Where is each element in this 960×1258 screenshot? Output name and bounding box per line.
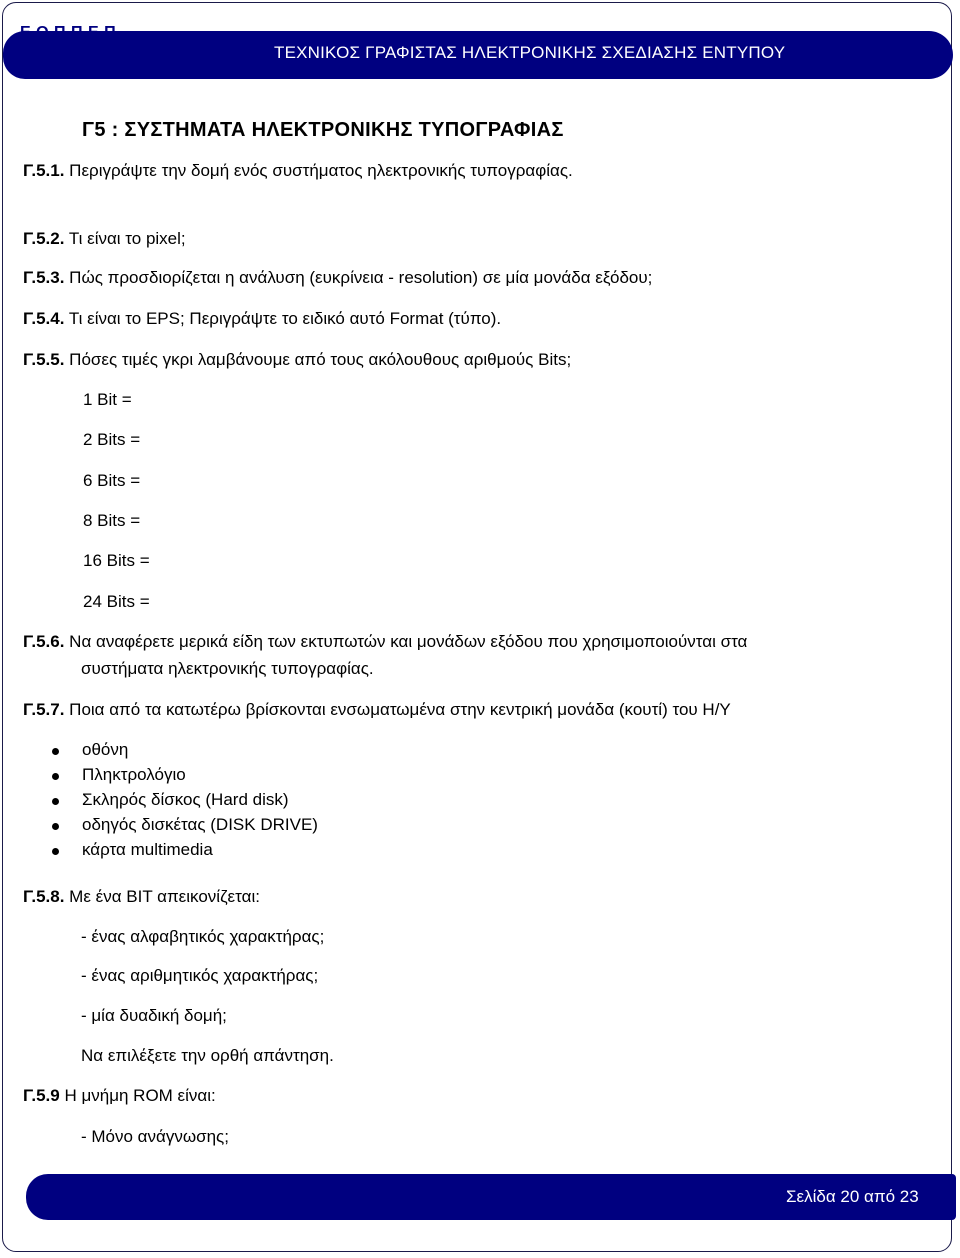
bullet-icon xyxy=(52,748,59,755)
question-text: Πώς προσδιορίζεται η ανάλυση (ευκρίνεια - resolution) σε μία μονάδα εξόδου; xyxy=(69,268,653,287)
list-item-text: Πληκτρολόγιο xyxy=(82,765,186,784)
question-6-continuation: συστήματα ηλεκτρονικής τυπογραφίας. xyxy=(81,659,374,678)
bullet-icon xyxy=(52,848,59,855)
question-number: Γ.5.6. xyxy=(23,632,65,651)
question-8 xyxy=(23,887,260,907)
question-text: Με ένα BIT απεικονίζεται: xyxy=(69,887,260,906)
header-title: ΤΕΧΝΙΚΟΣ ΓΡΑΦΙΣΤΑΣ ΗΛΕΚΤΡΟΝΙΚΗΣ ΣΧΕΔΙΑΣΗΣ ΕΝΤΥΠΟΥ xyxy=(274,43,786,62)
bullet-icon xyxy=(52,823,59,830)
answer-option: - ένας αριθμητικός χαρακτήρας; xyxy=(81,966,319,985)
question-3 xyxy=(23,268,652,288)
list-item-text: οδηγός δισκέτας (DISK DRIVE) xyxy=(82,815,318,834)
question-number: Γ.5.4. xyxy=(23,309,65,328)
question-number: Γ.5.7. xyxy=(23,700,65,719)
bits-item: 6 Bits = xyxy=(83,471,141,490)
instruction-note: Να επιλέξετε την ορθή απάντηση. xyxy=(81,1046,334,1065)
question-5 xyxy=(23,350,571,370)
bits-item: 8 Bits = xyxy=(83,511,141,530)
list-item-text: κάρτα multimedia xyxy=(82,840,213,859)
question-number: Γ.5.8. xyxy=(23,887,65,906)
bits-item: 24 Bits = xyxy=(83,592,150,611)
question-number: Γ.5.1. xyxy=(23,161,65,180)
question-text: Περιγράψτε την δομή ενός συστήματος ηλεκτρονικής τυπογραφίας. xyxy=(69,161,573,180)
question-text: Η μνήμη ROM είναι: xyxy=(64,1086,216,1105)
question-text: Τι είναι το EPS; Περιγράψτε το ειδικό αυτό Format (τύπο). xyxy=(68,309,502,328)
question-1 xyxy=(23,161,573,181)
list-item-text: οθόνη xyxy=(82,740,129,759)
header-org: Ε.Ο.Π.Π.Ε.Π. xyxy=(20,24,122,41)
bits-item: 16 Bits = xyxy=(83,551,150,570)
bullet-icon xyxy=(52,773,59,780)
question-9 xyxy=(23,1086,216,1106)
question-text: Να αναφέρετε μερικά είδη των εκτυπωτών και μονάδων εξόδου που χρησιμοποιούνται στα xyxy=(69,632,748,651)
question-number: Γ.5.9 xyxy=(23,1086,60,1105)
bits-item: 1 Bit = xyxy=(83,390,132,409)
question-4 xyxy=(23,309,501,329)
question-number: Γ.5.3. xyxy=(23,268,65,287)
question-text: Τι είναι το pixel; xyxy=(68,229,186,248)
answer-option: - Μόνο ανάγνωσης; xyxy=(81,1127,229,1146)
question-text: Ποια από τα κατωτέρω βρίσκονται ενσωματωμένα στην κεντρική μονάδα (κουτί) του Η/Υ xyxy=(69,700,731,719)
answer-option: - μία δυαδική δομή; xyxy=(81,1006,227,1025)
question-2 xyxy=(23,229,186,249)
question-7 xyxy=(23,700,731,720)
answer-option: - ένας αλφαβητικός χαρακτήρας; xyxy=(81,927,325,946)
question-6 xyxy=(23,632,747,652)
bits-item: 2 Bits = xyxy=(83,430,141,449)
bullet-icon xyxy=(52,798,59,805)
list-item-text: Σκληρός δίσκος (Hard disk) xyxy=(82,790,289,809)
question-number: Γ.5.2. xyxy=(23,229,65,248)
question-number: Γ.5.5. xyxy=(23,350,65,369)
page-number: Σελίδα 20 από 23 xyxy=(786,1187,919,1206)
question-text: Πόσες τιμές γκρι λαμβάνουμε από τους ακόλουθους αριθμούς Bits; xyxy=(69,350,572,369)
chapter-title: Γ5 : ΣΥΣΤΗΜΑΤΑ ΗΛΕΚΤΡΟΝΙΚΗΣ ΤΥΠΟΓΡΑΦΙΑΣ xyxy=(82,119,564,141)
